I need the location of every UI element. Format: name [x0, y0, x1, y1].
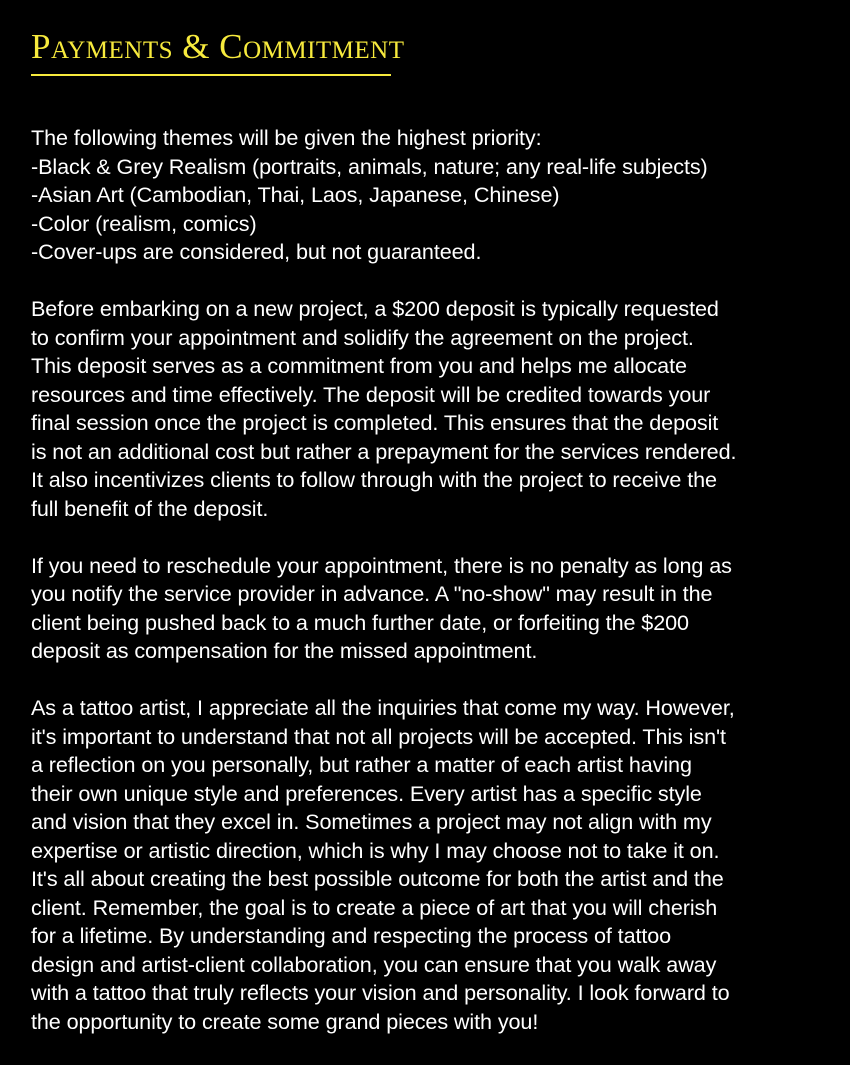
paragraph-line: is not an additional cost but rather a prepayment for the services rendered.: [31, 438, 737, 464]
paragraph-line: and vision that they excel in. Sometimes a project may not align with my: [31, 809, 712, 834]
priority-intro-line: The following themes will be given the highest priority:: [31, 125, 542, 150]
priority-theme-item: -Color (realism, comics): [31, 210, 257, 236]
paragraph-line: This deposit serves as a commitment from you and helps me allocate: [31, 353, 687, 378]
reschedule-paragraph: [31, 552, 831, 666]
paragraph-line: final session once the project is completed. This ensures that the deposit: [31, 410, 719, 435]
paragraph-line: It also incentivizes clients to follow through with the project to receive the: [31, 467, 717, 492]
paragraph-line: to confirm your appointment and solidify the agreement on the project.: [31, 324, 694, 350]
paragraph-line: with a tattoo that truly reflects your vision and personality. I look forward to: [31, 980, 730, 1005]
paragraph-line: it's important to understand that not all projects will be accepted. This isn't: [31, 723, 726, 749]
paragraph-line: client. Remember, the goal is to create a piece of art that you will cherish: [31, 894, 718, 920]
project-acceptance-paragraph: [31, 694, 831, 1036]
paragraph-line: If you need to reschedule your appointment, there is no penalty as long as: [31, 552, 732, 578]
paragraph-line: a reflection on you personally, but rather a matter of each artist having: [31, 752, 692, 777]
paragraph-line: It's all about creating the best possible outcome for both the artist and the: [31, 866, 724, 891]
paragraph-line: As a tattoo artist, I appreciate all the inquiries that come my way. However,: [31, 695, 735, 720]
paragraph-line: client being pushed back to a much further date, or forfeiting the $200: [31, 609, 689, 635]
paragraph-line: the opportunity to create some grand pieces with you!: [31, 1008, 539, 1034]
paragraph-line: design and artist-client collaboration, you can ensure that you walk away: [31, 951, 717, 977]
policy-content: [31, 124, 831, 1065]
priority-theme-item: -Asian Art (Cambodian, Thai, Laos, Japanese, Chinese): [31, 182, 560, 207]
deposit-paragraph: [31, 295, 831, 523]
priority-themes-paragraph: [31, 124, 831, 267]
paragraph-line: their own unique style and preferences. Every artist has a specific style: [31, 780, 702, 806]
paragraph-line: resources and time effectively. The deposit will be credited towards your: [31, 381, 711, 407]
paragraph-line: full benefit of the deposit.: [31, 495, 269, 521]
paragraph-line: for a lifetime. By understanding and respecting the process of tattoo: [31, 923, 672, 948]
paragraph-line: deposit as compensation for the missed appointment.: [31, 638, 538, 663]
page-header: [31, 26, 405, 76]
priority-theme-item: -Cover-ups are considered, but not guaranteed.: [31, 239, 482, 264]
title-underline: [31, 74, 391, 76]
paragraph-line: you notify the service provider in advance. A "no-show" may result in the: [31, 581, 713, 606]
page-title: Payments & Commitment: [31, 27, 405, 66]
paragraph-line: expertise or artistic direction, which is why I may choose not to take it on.: [31, 837, 720, 863]
priority-theme-item: -Black & Grey Realism (portraits, animals, nature; any real-life subjects): [31, 153, 708, 179]
paragraph-line: Before embarking on a new project, a $200 deposit is typically requested: [31, 296, 719, 321]
